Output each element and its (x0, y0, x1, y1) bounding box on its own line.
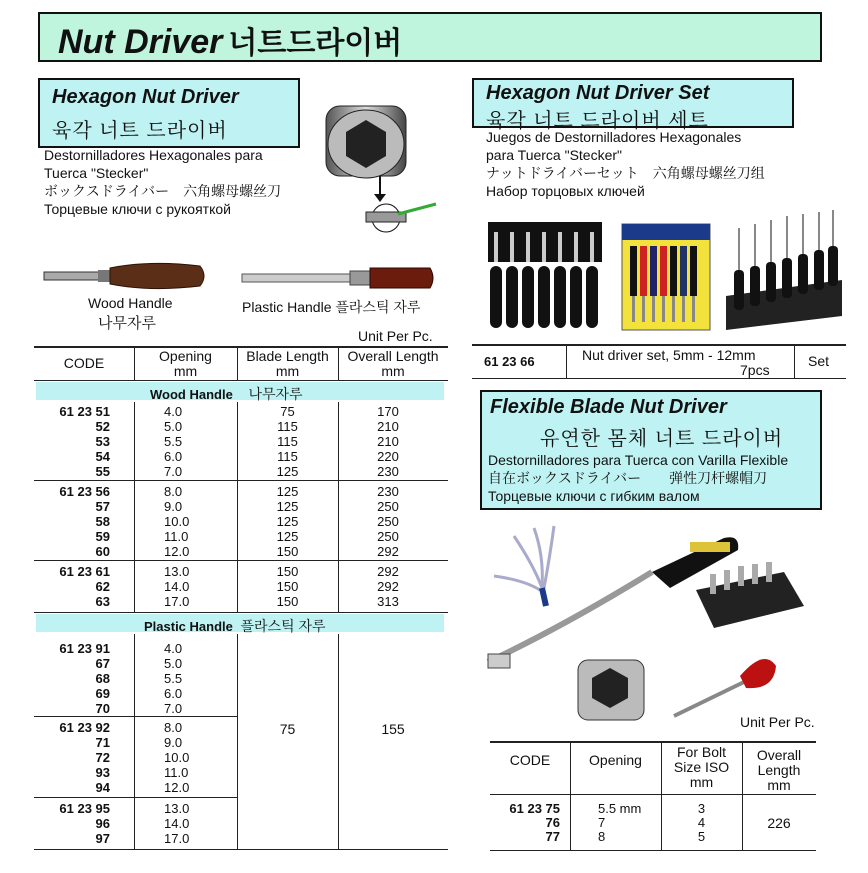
hex-header-code: CODE (63, 355, 105, 371)
plastic-row-opening: 11.0 (164, 765, 189, 780)
flex-row-bolt: 3 (697, 801, 706, 816)
hex-title-ko: 육각 너트 드라이버 (52, 120, 228, 142)
plastic-row-code: 61 23 92 (59, 720, 110, 735)
flex-desc-1: Destornilladores para Tuerca con Varilla Flexible (488, 452, 789, 468)
wood-row-blade: 150 (276, 544, 299, 559)
wood-row-opening: 10.0 (164, 514, 190, 529)
flex-unit-per-pc: Unit Per Pc. (740, 714, 815, 730)
wood-row-code: 52 (95, 419, 110, 434)
plastic-row-code: 93 (95, 765, 110, 780)
wood-row-code: 63 (95, 594, 110, 609)
flex-driver-image (484, 516, 826, 730)
wood-handle-driver-image (40, 258, 210, 294)
flex-title: Flexible Blade Nut Driver (490, 396, 727, 418)
hex-header-opening: Opening mm (159, 348, 212, 379)
flex-row-bolt: 5 (697, 829, 706, 844)
flex-row-code: 76 (545, 815, 560, 830)
flex-row-opening: 7 (598, 815, 606, 830)
wood-row-opening: 5.5 (164, 434, 183, 449)
wood-row-code: 57 (95, 499, 110, 514)
plastic-row-code: 97 (95, 831, 110, 846)
plastic-row-code: 96 (95, 816, 110, 831)
plastic-row-code: 68 (95, 671, 110, 686)
plastic-row-opening: 4.0 (164, 641, 183, 656)
wood-row-code: 55 (95, 464, 110, 479)
plastic-row-opening: 6.0 (164, 686, 183, 701)
flex-title-ko: 유연한 몸체 너트 드라이버 (540, 428, 784, 450)
wood-row-blade: 125 (276, 529, 299, 544)
set-stand-image (722, 206, 846, 334)
wood-row-opening: 9.0 (164, 499, 183, 514)
wood-row-blade: 150 (276, 564, 299, 579)
plastic-row-opening: 14.0 (164, 816, 190, 831)
set-title-ko: 육각 너트 드라이버 세트 (486, 110, 709, 132)
wood-row-code: 53 (95, 434, 110, 449)
hex-header-blade: Blade Length mm (246, 348, 329, 379)
plastic-row-opening: 5.5 (164, 671, 183, 686)
hex-desc-3: ボックスドライバー 六角螺母螺丝刀 (44, 183, 282, 199)
wood-row-overall: 170 (377, 404, 399, 419)
set-yellow-pack-image (620, 222, 712, 332)
plastic-row-opening: 17.0 (164, 831, 190, 846)
plastic-row-code: 70 (95, 701, 110, 716)
plastic-row-code: 61 23 95 (59, 801, 110, 816)
flex-row-code: 61 23 75 (509, 801, 560, 816)
set-desc-4: Набор торцовых ключей (486, 183, 645, 199)
set-pcs: 7pcs (740, 362, 770, 378)
wood-row-overall: 210 (377, 434, 399, 449)
set-desc-1: Juegos de Destornilladores Hexagonales (486, 129, 742, 145)
wood-row-blade: 125 (276, 484, 299, 499)
flex-overall-length: 226 (767, 815, 791, 831)
wood-row-opening: 13.0 (164, 564, 190, 579)
wood-handle-label-ko: 나무자루 (98, 315, 156, 332)
plastic-row-code: 72 (95, 750, 110, 765)
wood-row-code: 62 (95, 579, 110, 594)
page-title: Nut Driver 너트드라이버 (58, 23, 403, 61)
wood-row-code: 61 23 56 (59, 484, 110, 499)
wood-row-overall: 292 (377, 564, 399, 579)
set-description: Nut driver set, 5mm - 12mm (582, 347, 756, 363)
hex-title: Hexagon Nut Driver (52, 86, 239, 108)
flex-desc-2: 自在ボックスドライバー 弹性刀杆螺帽刀 (488, 470, 768, 486)
wood-row-opening: 7.0 (164, 464, 183, 479)
wood-row-blade: 150 (276, 579, 299, 594)
wood-row-blade: 75 (280, 404, 295, 419)
wood-row-overall: 313 (377, 594, 399, 609)
wood-row-opening: 11.0 (164, 529, 189, 544)
wood-row-overall: 230 (377, 484, 399, 499)
wood-row-overall: 250 (377, 514, 399, 529)
plastic-row-code: 71 (95, 735, 110, 750)
wood-row-code: 60 (95, 544, 110, 559)
wood-row-code: 54 (95, 449, 110, 464)
wood-row-blade: 115 (277, 419, 298, 434)
flex-header-bolt: For Bolt Size ISO mm (673, 744, 730, 790)
hex-header-overall: Overall Length mm (347, 348, 439, 379)
wood-row-blade: 150 (276, 594, 299, 609)
wood-row-opening: 12.0 (164, 544, 190, 559)
plastic-row-opening: 8.0 (164, 720, 183, 735)
set-black-pack-image (484, 218, 606, 334)
plastic-row-opening: 5.0 (164, 656, 183, 671)
plastic-row-opening: 12.0 (164, 780, 190, 795)
wood-row-overall: 292 (377, 544, 399, 559)
plastic-row-opening: 7.0 (164, 701, 183, 716)
set-desc-2: para Tuerca "Stecker" (486, 147, 623, 163)
wood-handle-label: Wood Handle (88, 295, 173, 311)
wood-row-code: 61 23 61 (59, 564, 110, 579)
wood-row-opening: 4.0 (164, 404, 183, 419)
wood-row-overall: 250 (377, 499, 399, 514)
wood-row-opening: 8.0 (164, 484, 183, 499)
set-code: 61 23 66 (484, 354, 535, 369)
wood-row-code: 61 23 51 (59, 404, 110, 419)
wood-row-code: 59 (95, 529, 110, 544)
hex-desc-1: Destornilladores Hexagonales para (44, 147, 263, 163)
flex-row-code: 77 (545, 829, 560, 844)
wood-row-overall: 230 (377, 464, 399, 479)
wood-row-overall: 220 (377, 449, 399, 464)
flex-header-opening: Opening (589, 752, 642, 768)
flex-desc-3: Торцевые ключи с гибким валом (488, 488, 700, 504)
hex-desc-2: Tuerca "Stecker" (44, 165, 149, 181)
wood-row-overall: 250 (377, 529, 399, 544)
set-title: Hexagon Nut Driver Set (486, 82, 710, 104)
wood-row-opening: 5.0 (164, 419, 183, 434)
flex-row-bolt: 4 (697, 815, 706, 830)
wood-row-overall: 210 (377, 419, 399, 434)
plastic-row-code: 67 (95, 656, 110, 671)
plastic-row-code: 94 (95, 780, 110, 795)
set-unit: Set (808, 353, 830, 369)
wood-row-overall: 292 (377, 579, 399, 594)
plastic-handle-label: Plastic Handle 플라스틱 자루 (242, 299, 421, 315)
plastic-overall-length: 155 (381, 721, 405, 737)
flex-row-opening: 5.5 mm (598, 801, 642, 816)
wood-row-opening: 14.0 (164, 579, 190, 594)
plastic-row-opening: 10.0 (164, 750, 190, 765)
wood-row-code: 58 (95, 514, 110, 529)
hex-desc-4: Торцевые ключи с рукояткой (44, 201, 231, 217)
plastic-blade-length: 75 (279, 721, 296, 737)
plastic-row-code: 61 23 91 (59, 641, 110, 656)
wood-row-blade: 115 (277, 434, 298, 449)
wood-row-blade: 125 (276, 514, 299, 529)
hex-socket-image (318, 96, 448, 236)
wood-row-blade: 125 (276, 464, 299, 479)
wood-row-opening: 6.0 (164, 449, 183, 464)
plastic-handle-driver-image (238, 262, 438, 294)
plastic-row-opening: 9.0 (164, 735, 183, 750)
plastic-row-opening: 13.0 (164, 801, 190, 816)
flex-header-overall: Overall Length mm (756, 747, 802, 793)
hex-unit-per-pc: Unit Per Pc. (358, 328, 433, 344)
wood-row-blade: 125 (276, 499, 299, 514)
flex-row-opening: 8 (598, 829, 606, 844)
plastic-row-code: 69 (95, 686, 110, 701)
wood-row-opening: 17.0 (164, 594, 190, 609)
wood-row-blade: 115 (277, 449, 298, 464)
set-desc-3: ナットドライバーセット 六角螺母螺丝刀组 (486, 165, 765, 181)
flex-header-code: CODE (509, 752, 551, 768)
